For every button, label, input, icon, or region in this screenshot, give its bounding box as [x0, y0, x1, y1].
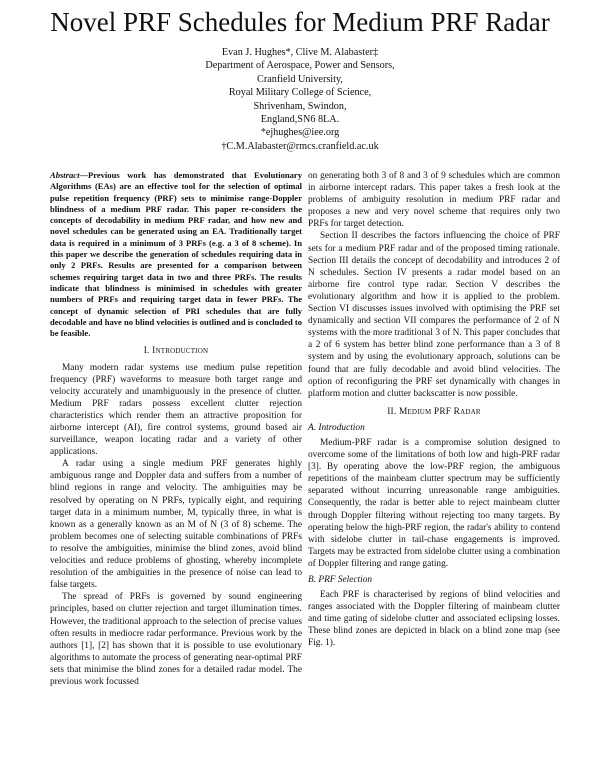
section-number: I. — [143, 346, 150, 357]
subsection-paragraph: Medium-PRF radar is a compromise solution designed to overcome some of the limitations of both low and high-PRF radar [3]. By operating above the low-PRF region, the ambiguous repetitions of the mainbeam clutter spectrum may be sufficiently separated without incurring unreasonable range ambiguities. Consequently, the radar is better able to reject mainbeam clutter through Doppler filtering without rejecting too many targets. By operating below the high-PRF region, the radar's ability to contend with sidelobe clutter in tail-chase engagements is improved. Targets may be extracted from sidelobe clutter using a combination of Doppler filtering and range gating. — [308, 437, 560, 569]
abstract-text: Previous work has demonstrated that Evolutionary Algorithms (EAs) are an effective tool for the selection of optimal pulse repetition frequency (PRF) sets to minimise range-Doppler blindness of a medium PRF radar. This paper re-considers the concepts of decodability in medium PRF radar, and how new and novel schedules can be generated using an EA. Traditionally target data is required in a minimum of 3 PRFs (e.g. a 3 of 8 scheme). In this paper we describe the generation of schedules requiring data in only 2 PRFs. Results are presented for a comparison between schemes requiring target data in two and three PRFs. The results indicate that blindness is minimised in schedules with greater numbers of PRFs and requiring target data in fewer PRFs. The concept of dynamic selection of PRI schedules that are fully decodable and have no blind velocities is outlined and is concluded to be feasible. — [50, 170, 302, 339]
right-column — [308, 170, 560, 650]
affiliation-line: Royal Military College of Science, — [228, 87, 372, 99]
intro-paragraph: Many modern radar systems use medium pulse repetition frequency (PRF) waveforms to measure both target range and velocity accurately and unambiguously in the presence of clutter. Medium PRF radars possess excellent clutter rejection characteristics which render them an attractive proposition for airborne intercept (AI), fire control systems, ground based air surveillance, weapon locating radar and a variety of other applications. — [50, 362, 302, 458]
author-block — [0, 46, 600, 153]
author-names: Evan J. Hughes*, Clive M. Alabaster‡ — [221, 47, 379, 58]
section-heading-medium-prf — [308, 406, 560, 418]
intro-continuation: on generating both 3 of 8 and 3 of 9 schedules which are common in airborne intercept radars. This paper takes a fresh look at the problems of ambiguity resolution in medium PRF radar and proposes a new and very novel scheme that requires only two PRFs for target detection. — [308, 171, 560, 230]
abstract — [50, 170, 302, 339]
intro-paragraph: A radar using a single medium PRF generates highly ambiguous range and Doppler data and suffers from a number of blind regions in range and velocity. The ambiguities may be resolved by operating on N PRFs, typically eight, and requiring target data in a minimum number, M, typically three, in what is known as a generally known as an M of N (3 of 8) scheme. The problem becomes one of selecting suitable combinations of PRFs to resolve the ambiguities, minimise the blind zones, avoid blind velocities and reduce problems of ghosting, whereby incomplete resolution of the ambiguities in the presence of noise can lead to false targets. — [50, 459, 302, 591]
left-column — [50, 170, 302, 688]
section-title: Medium PRF Radar — [398, 406, 481, 417]
affiliation-line: Department of Aerospace, Power and Sensors, — [205, 60, 395, 72]
affiliation-line: Shrivenham, Swindon, — [253, 100, 347, 112]
section-heading-introduction — [50, 345, 302, 357]
subsection-paragraph: Each PRF is characterised by regions of blind velocities and ranges associated with the Doppler filtering of mainbeam clutter and time gating of sidelobe clutter and associated eclipsing losses. These blind zones are depicted in black on a blind zone map (see Fig. 1). — [308, 590, 560, 649]
affiliation-line: Cranfield University, — [257, 73, 343, 85]
abstract-lead: Abstract— — [50, 170, 88, 180]
author-email: †C.M.Alabaster@rmcs.cranfield.ac.uk — [221, 140, 379, 152]
subsection-heading: A. Introduction — [308, 422, 365, 433]
affiliation-line: England,SN6 8LA. — [260, 114, 340, 126]
author-email: *ejhughes@iee.org — [260, 127, 340, 139]
section-title: Introduction — [152, 346, 209, 357]
subsection-heading: B. PRF Selection — [308, 575, 373, 585]
paper-title: Novel PRF Schedules for Medium PRF Radar — [50, 7, 550, 37]
outline-paragraph: Section II describes the factors influencing the choice of PRF sets for a medium PRF radar and of the proposed timing rationale. Section III details the concept of decodability and introduces 2 of N schedules. Section IV presents a radar model based on an airborne fire control type radar. Section V describes the evolutionary algorithm and how it is applied to the problem. Section VI discusses issues involved with optimising the PRF set dynamically and section VII compares the performance of 2 of N systems with the more traditional 3 of N. This paper concludes that a 2 of 6 system has better blind zone performance than a 3 of 8 system and by using the evolutionary approach, solutions can be found that are fully decodable and avoid blind velocities. The option of reconfiguring the PRF set dynamically with changes in platform motion and clutter backscatter is now possible. — [308, 231, 560, 399]
intro-paragraph: The spread of PRFs is governed by sound engineering principles, based on clutter rejection and target illumination times. However, the traditional approach to the selection of precise values often results in mediocre radar performance. Previous work by the authors [1], [2] has shown that it is possible to use evolutionary algorithms to automate the process of generating near-optimal PRF sets that minimise the blind zones for a detailed radar model. The previous work focussed — [50, 592, 302, 687]
section-number: II. — [387, 406, 397, 417]
